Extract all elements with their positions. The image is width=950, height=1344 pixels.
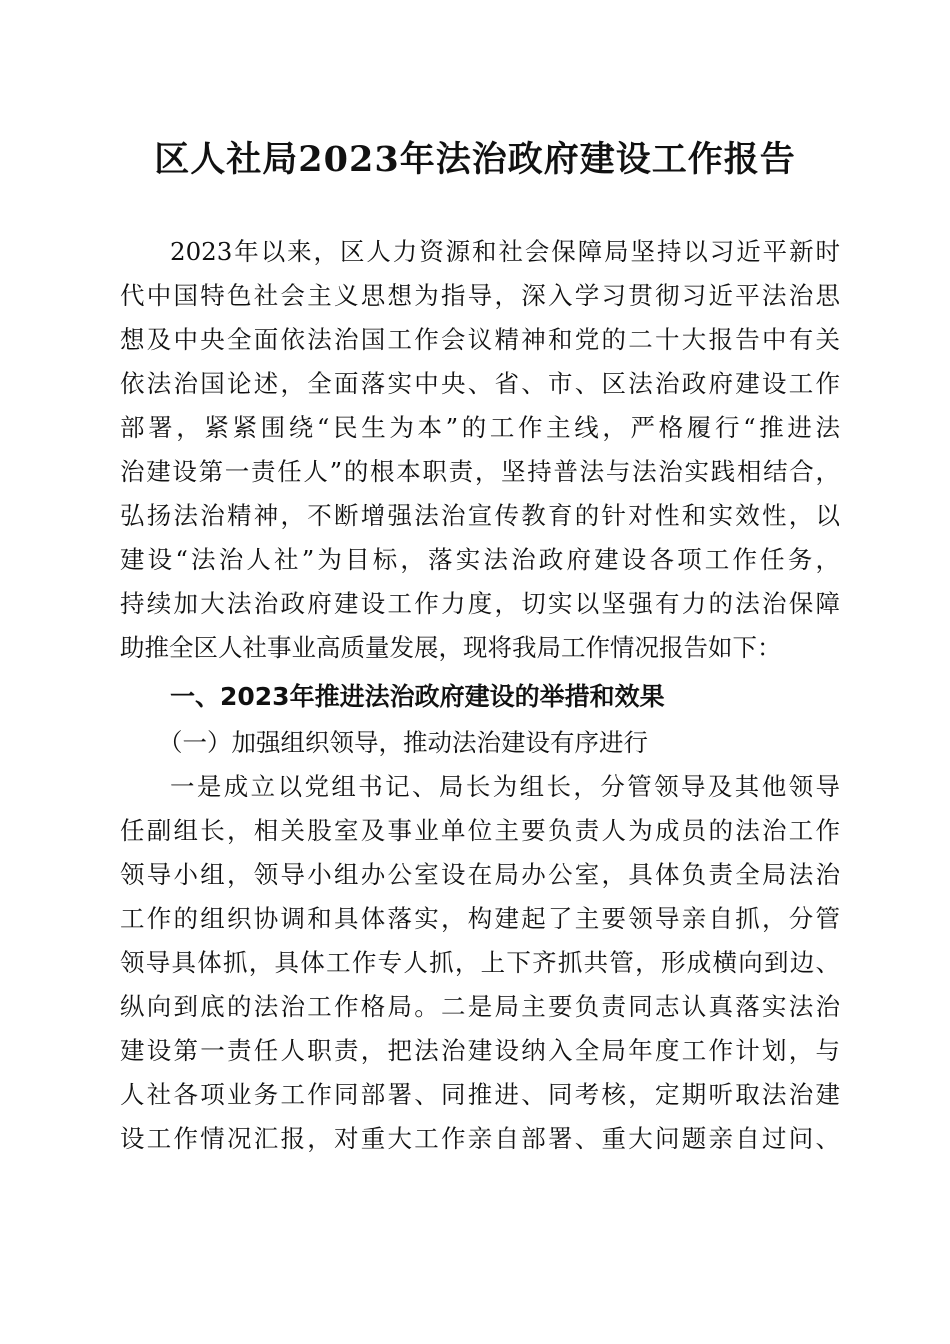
intro-line: 部署，紧紧围绕“民生为本”的工作主线，严格履行“推进法 bbox=[120, 413, 840, 442]
intro-line: 想及中央全面依法治国工作会议精神和党的二十大报告中有关 bbox=[120, 325, 840, 354]
intro-line: 治建设第一责任人”的根本职责，坚持普法与法治实践相结合， bbox=[120, 457, 840, 486]
intro-line: 代中国特色社会主义思想为指导，深入学习贯彻习近平法治思 bbox=[120, 281, 840, 310]
intro-line: 2023年以来，区人力资源和社会保障局坚持以习近平新时 bbox=[170, 237, 840, 266]
body-line: 领导具体抓，具体工作专人抓，上下齐抓共管，形成横向到边、 bbox=[120, 948, 840, 977]
intro-line: 弘扬法治精神，不断增强法治宣传教育的针对性和实效性，以 bbox=[120, 501, 840, 530]
section-heading: 一、2023年推进法治政府建设的举措和效果 bbox=[170, 682, 665, 711]
body-line: 一是成立以党组书记、局长为组长，分管领导及其他领导 bbox=[170, 772, 840, 801]
intro-line: 建设“法治人社”为目标，落实法治政府建设各项工作任务， bbox=[120, 545, 840, 574]
body-line: 纵向到底的法治工作格局。二是局主要负责同志认真落实法治 bbox=[120, 992, 840, 1021]
intro-line: 助推全区人社事业高质量发展，现将我局工作情况报告如下： bbox=[120, 633, 782, 662]
body-line: 人社各项业务工作同部署、同推进、同考核，定期听取法治建 bbox=[120, 1080, 840, 1109]
body-line: 设工作情况汇报，对重大工作亲自部署、重大问题亲自过问、 bbox=[120, 1124, 840, 1153]
body-line: 领导小组，领导小组办公室设在局办公室，具体负责全局法治 bbox=[120, 860, 840, 889]
intro-line: 依法治国论述，全面落实中央、省、市、区法治政府建设工作 bbox=[120, 369, 840, 398]
body-line: 任副组长，相关股室及事业单位主要负责人为成员的法治工作 bbox=[120, 816, 840, 845]
body-line: 工作的组织协调和具体落实，构建起了主要领导亲自抓，分管 bbox=[120, 904, 840, 933]
body-line: 建设第一责任人职责，把法治建设纳入全局年度工作计划，与 bbox=[120, 1036, 840, 1065]
intro-line: 持续加大法治政府建设工作力度，切实以坚强有力的法治保障 bbox=[120, 589, 840, 618]
document-title: 区人社局2023年法治政府建设工作报告 bbox=[154, 139, 796, 180]
subsection-heading: （一）加强组织领导，推动法治建设有序进行 bbox=[158, 728, 648, 757]
